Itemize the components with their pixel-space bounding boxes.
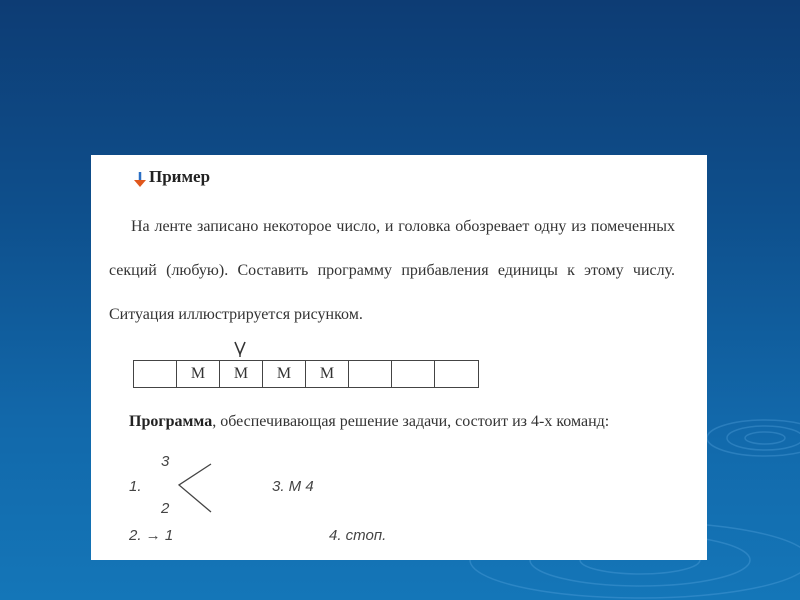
tape-cell: M <box>177 361 220 387</box>
tape-cell <box>349 361 392 387</box>
head-pointer-icon <box>234 341 246 357</box>
tape-cell: M <box>306 361 349 387</box>
command-4: 4. стоп. <box>329 527 387 544</box>
program-description: , обеспечивающая решение задачи, состоит из 4-х команд: <box>212 413 610 430</box>
command-3: 3. M 4 <box>272 478 314 495</box>
paragraph: На ленте записано некоторое число, и головка обозревает одну из помеченных секций (любую). Составить программу прибавления единицы к этому числу. Ситуация иллюстрируется рисунком. <box>109 218 675 323</box>
document-image <box>91 155 707 560</box>
tape-cell <box>392 361 435 387</box>
command-1-bottom: 2 <box>161 500 170 517</box>
command-1-top: 3 <box>161 453 170 470</box>
command-2: 2. → 1 <box>129 527 174 544</box>
tape-cell <box>435 361 478 387</box>
tape-cell <box>134 361 177 387</box>
branch-lines <box>175 461 215 515</box>
tape-cell: M <box>220 361 263 387</box>
tape-cell: M <box>263 361 306 387</box>
program-sentence <box>129 413 609 431</box>
tape <box>133 360 479 388</box>
program-title: Программа <box>129 413 213 430</box>
command-1-label: 1. <box>129 478 142 495</box>
down-arrow-bullet-icon <box>131 171 149 189</box>
heading: Пример <box>149 167 211 186</box>
